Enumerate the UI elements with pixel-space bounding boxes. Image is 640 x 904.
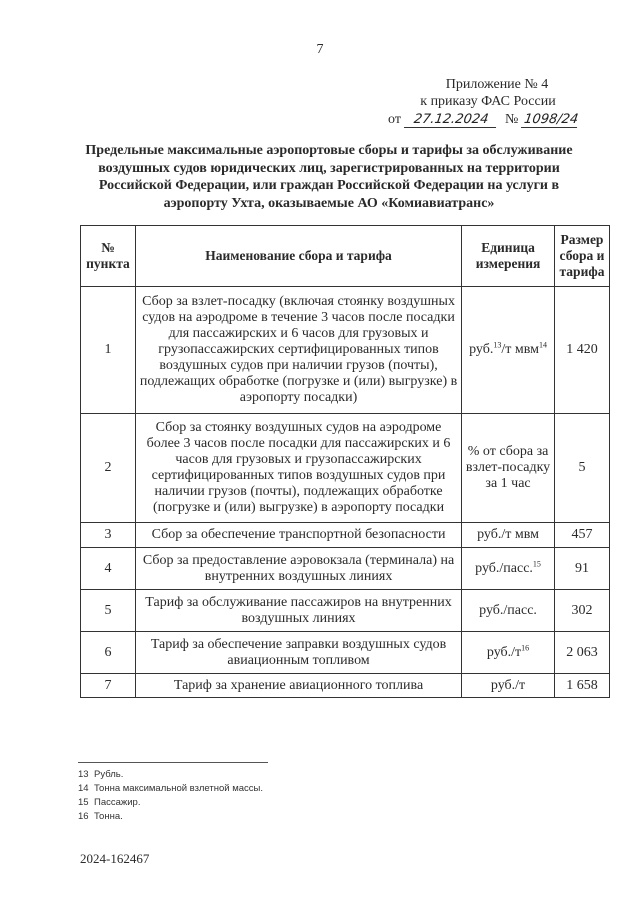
row-unit: % от сбора за взлет-посадку за 1 час: [462, 414, 555, 523]
row-value: 5: [554, 414, 609, 523]
row-unit: $руб./т^{16}$: [462, 632, 555, 674]
row-number: 1: [81, 287, 136, 414]
row-name: Сбор за обеспечение транспортной безопасности: [135, 523, 461, 548]
row-name: Тариф за хранение авиационного топлива: [135, 674, 461, 698]
row-number: 5: [81, 590, 136, 632]
footnotes: [78, 768, 263, 824]
row-number: 4: [81, 548, 136, 590]
row-unit: руб./пасс.: [462, 590, 555, 632]
row-value: 1 658: [554, 674, 609, 698]
footnote-item: 14 Тонна максимальной взлетной массы.: [78, 783, 263, 794]
table-header-row: [81, 226, 610, 287]
row-value: 1 420: [554, 287, 609, 414]
header-name: Наименование сбора и тарифа: [135, 226, 461, 287]
table-row: [81, 414, 610, 523]
row-value: 2 063: [554, 632, 609, 674]
footnote-item: 15 Пассажир.: [78, 797, 141, 808]
document-id: 2024-162467: [80, 851, 150, 866]
row-number: 6: [81, 632, 136, 674]
header-value: Размер сбора и тарифа: [554, 226, 609, 287]
row-number: 7: [81, 674, 136, 698]
row-number: 2: [81, 414, 136, 523]
table-row: [81, 523, 610, 548]
table-row: [81, 674, 610, 698]
row-value: 91: [554, 548, 609, 590]
number-label: №: [504, 112, 519, 127]
table-row: [81, 287, 610, 414]
row-unit: руб./т мвм: [462, 523, 555, 548]
appendix-date-number-line: [388, 111, 588, 128]
footnote-separator: [78, 762, 268, 763]
row-name: Сбор за взлет-посадку (включая стоянку воздушных судов на аэродроме в течение 3 часов после посадки для пассажирских и 6 часов для грузовых и грузопассажирских сертифицированных типов воздушных судов при наличии грузов (почты), подлежащих обработке (погрузке и (или) выгрузке) в аэропорту посадки): [135, 287, 461, 414]
tariff-table: [80, 225, 610, 698]
appendix-block: [388, 76, 588, 128]
header-number: № пункта: [81, 226, 136, 287]
row-name: Сбор за предоставление аэровокзала (терминала) на внутренних воздушных линиях: [135, 548, 461, 590]
from-label: от: [388, 112, 401, 127]
handwritten-number: 1098/24: [521, 113, 579, 128]
row-name: Сбор за стоянку воздушных судов на аэродроме более 3 часов после посадки для пассажирских и 6 часов для грузовых и грузопассажирских сертифицированных типов воздушных судов при наличии грузов (почты), подлежащих обработке (погрузке и (или) выгрузке) в аэропорту посадки: [135, 414, 461, 523]
row-unit: руб./пасс.$^{15}$: [462, 548, 555, 590]
footnote-item: 13 Рубль.: [78, 769, 124, 780]
handwritten-date: 27.12.2024: [404, 113, 498, 128]
row-name: Тариф за обеспечение заправки воздушных судов авиационным топливом: [135, 632, 461, 674]
row-value: 302: [554, 590, 609, 632]
header-unit: Единица измерения: [462, 226, 555, 287]
table-row: [81, 590, 610, 632]
appendix-line1: Приложение № 4: [445, 77, 549, 92]
row-unit: руб./т: [462, 674, 555, 698]
footnote-item: 16 Тонна.: [78, 811, 123, 822]
row-number: 3: [81, 523, 136, 548]
table-row: [81, 632, 610, 674]
page-number: 7: [316, 42, 324, 57]
document-title: Предельные максимальные аэропортовые сборы и тарифы за обслуживание воздушных судов юридических лиц, зарегистрированных на территории Российской Федерации, или граждан Российской Федерации на услуги в аэропорту Ухта, оказываемые АО «Комиавиатранс»: [85, 143, 573, 211]
table-row: [81, 548, 610, 590]
row-value: 457: [554, 523, 609, 548]
row-unit: руб.$^{13}$/т мвм$^{14}$: [462, 287, 555, 414]
row-name: Тариф за обслуживание пассажиров на внутренних воздушных линиях: [135, 590, 461, 632]
appendix-line2: к приказу ФАС России: [420, 94, 556, 109]
